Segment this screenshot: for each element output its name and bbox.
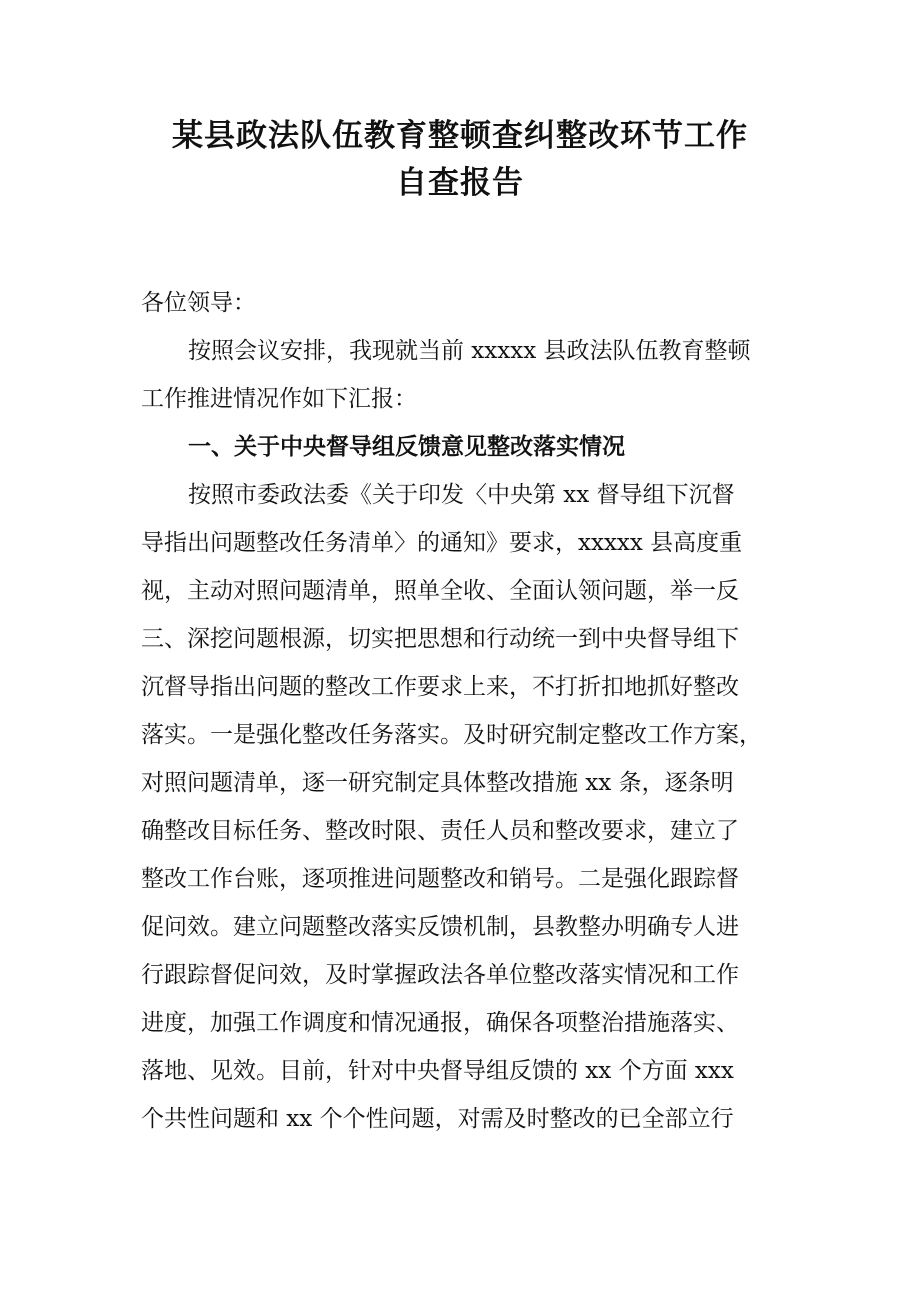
body-line: 整改工作台账，逐项推进问题整改和销号。二是强化跟踪督 bbox=[141, 866, 739, 892]
document-title-line-2: 自查报告 bbox=[396, 165, 524, 201]
body-line: 确整改目标任务、整改时限、责任人员和整改要求，建立了 bbox=[141, 818, 739, 844]
body-line: 个共性问题和 xx 个个性问题，对需及时整改的已全部立行 bbox=[141, 1106, 734, 1132]
body-line: 工作推进情况作如下汇报： bbox=[141, 386, 417, 412]
body-line: 落地、见效。目前，针对中央督导组反馈的 xx 个方面 xxx bbox=[141, 1058, 734, 1084]
body-line: 按照市委政法委《关于印发〈中央第 xx 督导组下沉督 bbox=[188, 482, 735, 508]
document-title-line-1: 某县政法队伍教育整顿查纠整改环节工作 bbox=[172, 118, 748, 154]
body-line: 进度，加强工作调度和情况通报，确保各项整治措施落实、 bbox=[141, 1010, 739, 1036]
body-line: 沉督导指出问题的整改工作要求上来，不打折扣地抓好整改 bbox=[141, 674, 739, 700]
body-line: 三、深挖问题根源，切实把思想和行动统一到中央督导组下 bbox=[141, 626, 739, 652]
body-line: 行跟踪督促问效，及时掌握政法各单位整改落实情况和工作 bbox=[141, 962, 739, 988]
body-line: 落实。一是强化整改任务落实。及时研究制定整改工作方案， bbox=[141, 722, 762, 748]
body-line: 对照问题清单，逐一研究制定具体整改措施 xx 条，逐条明 bbox=[141, 770, 734, 796]
body-line: 视，主动对照问题清单，照单全收、全面认领问题，举一反 bbox=[141, 578, 739, 604]
salutation: 各位领导： bbox=[141, 290, 256, 316]
body-line: 促问效。建立问题整改落实反馈机制，县教整办明确专人进 bbox=[141, 914, 739, 940]
section-heading: 一、关于中央督导组反馈意见整改落实情况 bbox=[188, 434, 625, 460]
body-line: 按照会议安排，我现就当前 xxxxx 县政法队伍教育整顿 bbox=[188, 338, 751, 364]
body-line: 导指出问题整改任务清单〉的通知》要求，xxxxx 县高度重 bbox=[141, 530, 743, 556]
